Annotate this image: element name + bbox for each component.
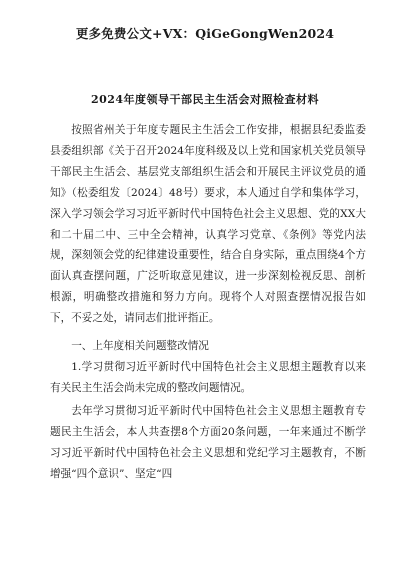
section-heading: 一、上年度相关问题整改情况: [71, 340, 209, 353]
body-paragraph: 去年学习贯彻习近平新时代中国特色社会主义思想主题教育专题民主生活会，本人共查摆8个方面20条问题，一年来通过不断学习习近平新时代中国特色社会主义思想和党纪学习主题教育，不断增强“四个意识”、坚定“四: [50, 404, 366, 480]
document-title: 2024年度领导干部民主生活会对照检查材料: [90, 93, 320, 106]
document-body: [50, 120, 366, 484]
intro-paragraph: 按照省州关于年度专题民主生活会工作安排，根据县纪委监委县委组织部《关于召开2024年度科级及以上党和国家机关党员领导干部民主生活会、基层党支部组织生活会和开展民主评议党员的通知》（松委组发〔2024〕48号）要求，本人通过自学和集体学习，深入学习领会学习习近平新时代中国特色社会主义思想、党的XX大和二十届二中、三中全会精神，认真学习党章、《条例》等党内法规，深刻领会党的纪律建设重要性，结合自身实际，重点围绕4个方面认真查摆问题，广泛听取意见建议，进一步深刻检视反思、剖析根源，明确整改措施和努力方向。现将个人对照查摆情况报告如下，不妥之处，请同志们批评指正。: [50, 124, 366, 325]
promo-banner: 更多免费公文+VX：QiGeGongWen2024: [75, 26, 335, 41]
item-paragraph: 1.学习贯彻习近平新时代中国特色社会主义思想主题教育以来有关民主生活会尚未完成的整改问题情况。: [50, 360, 366, 394]
